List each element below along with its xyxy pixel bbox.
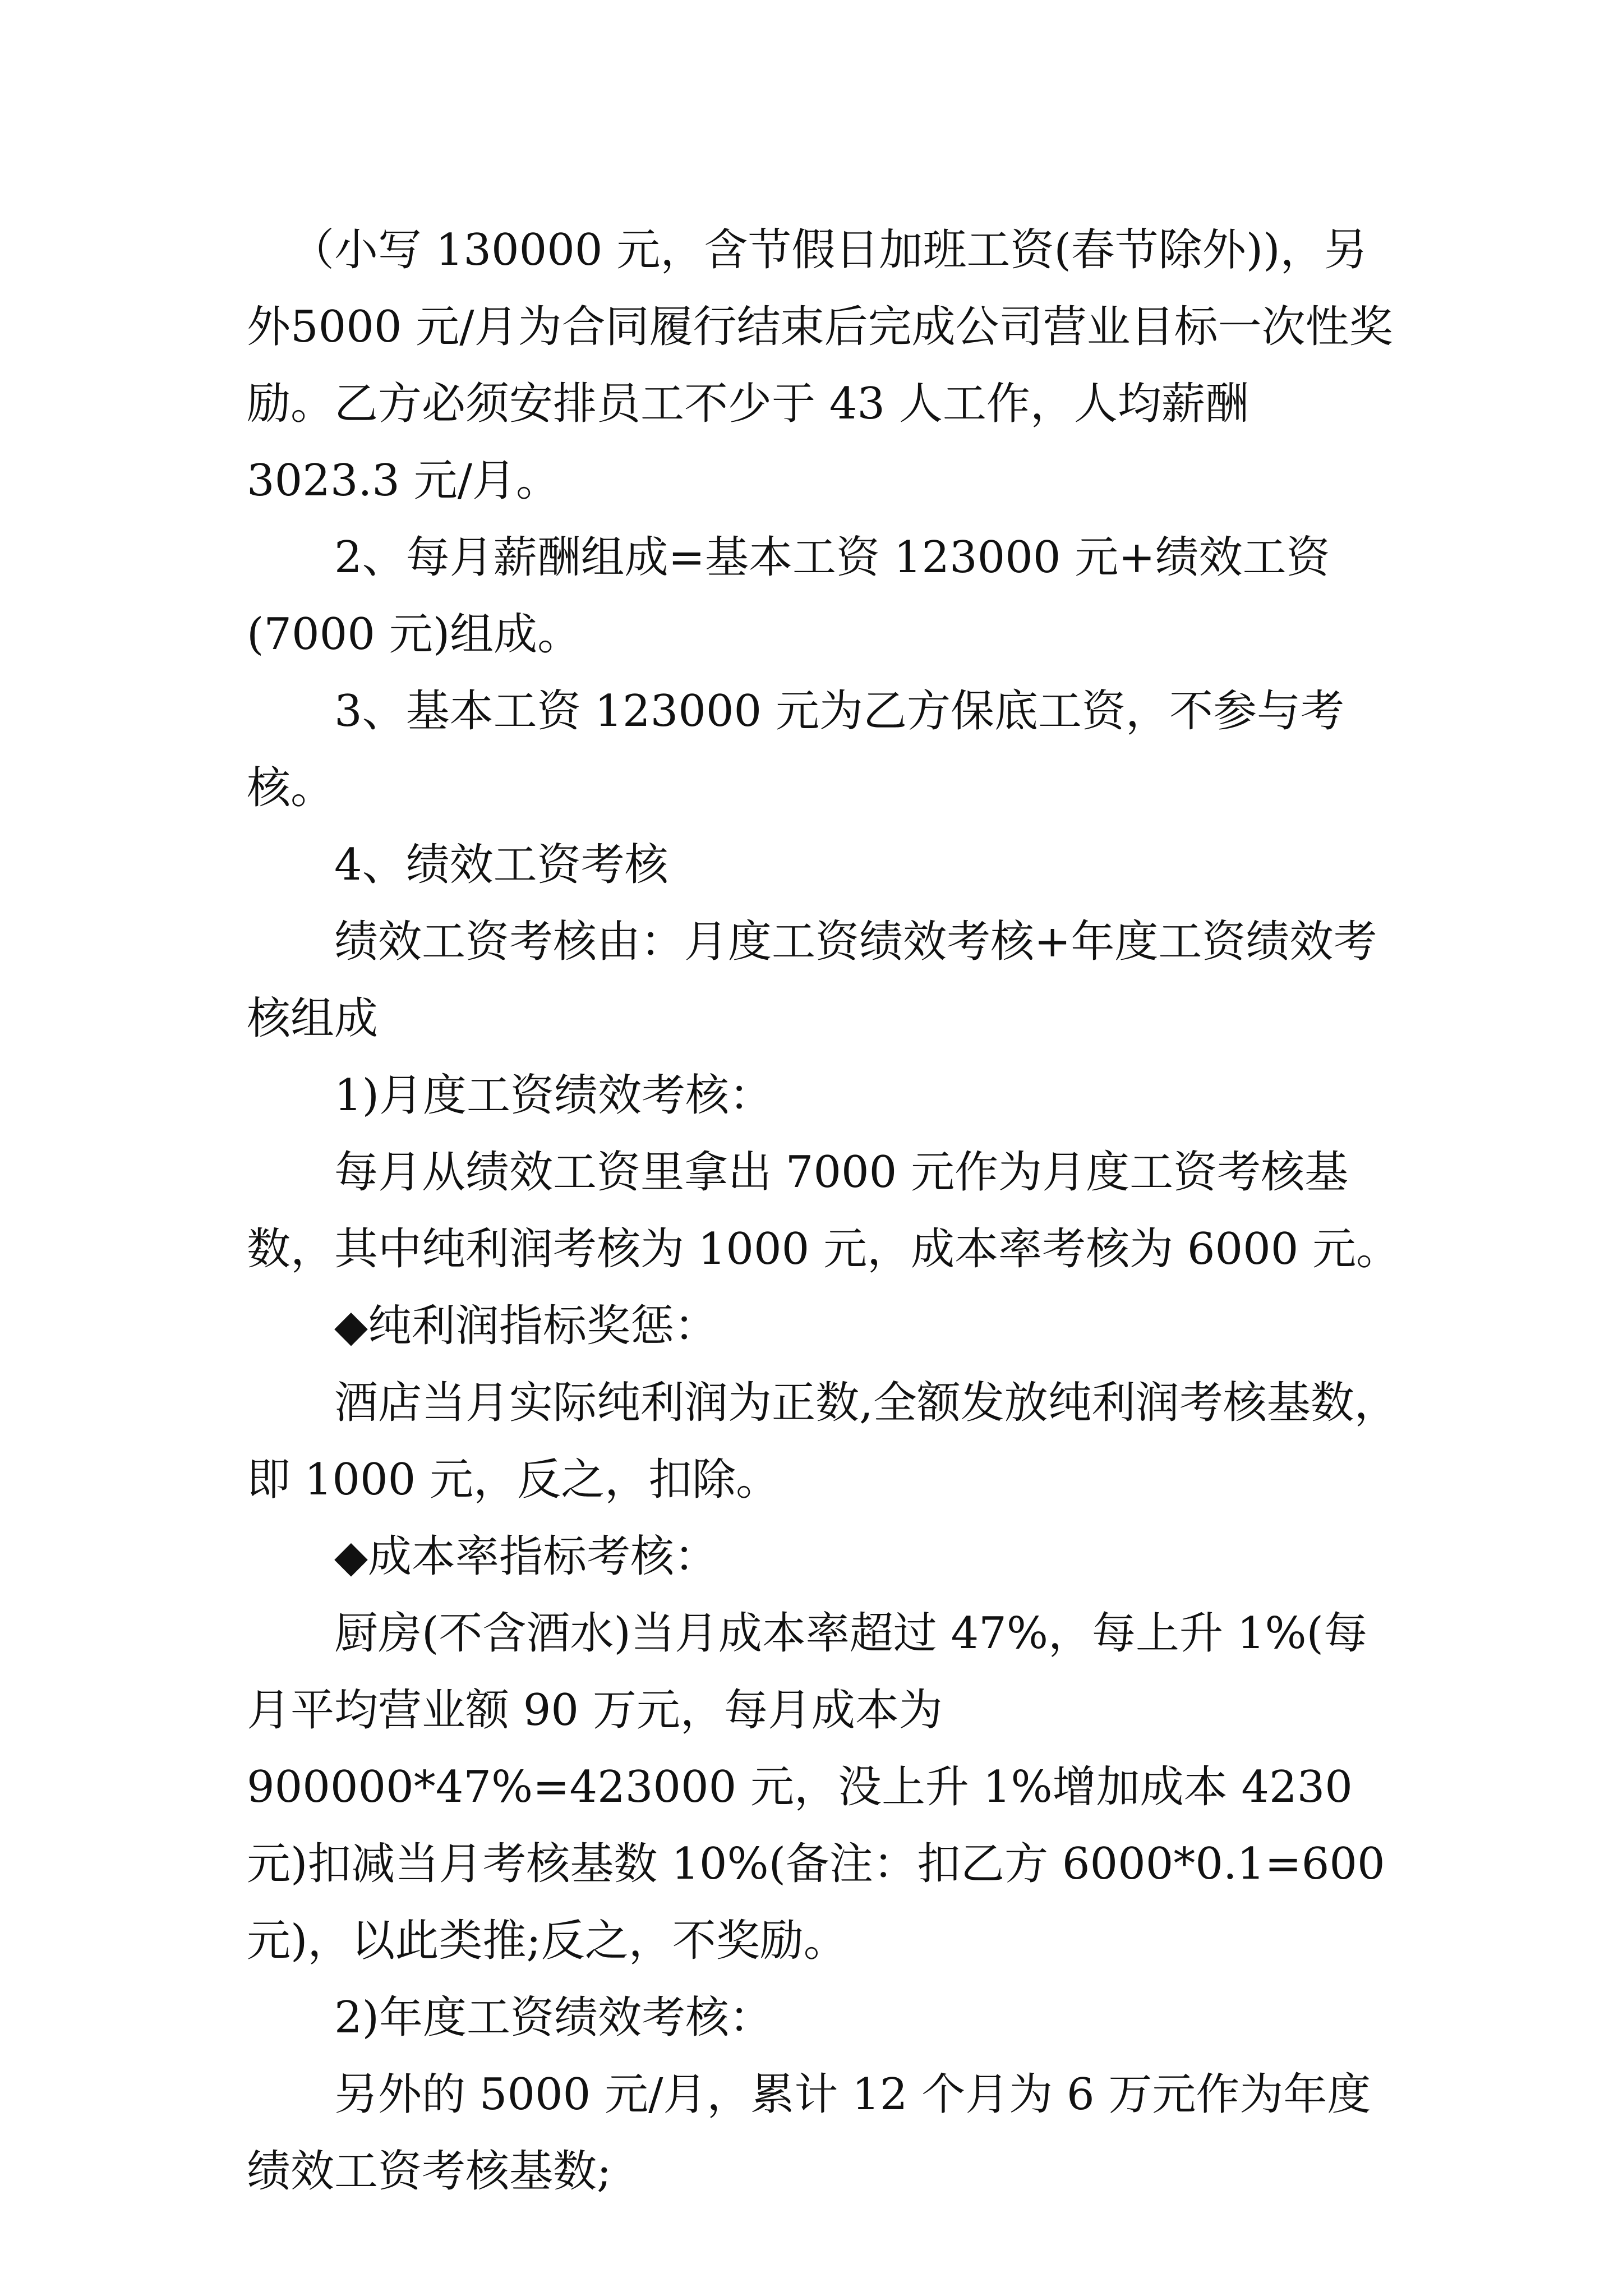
paragraph-salary-total: （小写 130000 元，含节假日加班工资(春节除外))，另外5000 元/月为合同履行结束后完成公司营业目标一次性奖励。乙方必须安排员工不少于 43 人工作，人均薪酬 3023.3 元/月。 <box>247 225 1393 506</box>
paragraph-annual-assessment-heading: 2)年度工资绩效考核： <box>334 1993 773 2043</box>
paragraph-cost-rate-rule: 厨房(不含酒水)当月成本率超过 47%，每上升 1%(每月平均营业额 90 万元，每月成本为 900000*47%=423000 元，没上升 1%增加成本 4230 元)扣减当月考核基数 10%(备注：扣乙方 6000*0.1=600 元)，以此类推;反之，不奖励。 <box>247 1608 1385 1966</box>
paragraph-cost-rate-heading: ◆成本率指标考核： <box>334 1531 718 1582</box>
document-body <box>247 212 1402 2210</box>
paragraph-monthly-salary-composition: 2、每月薪酬组成=基本工资 123000 元+绩效工资(7000 元)组成。 <box>247 532 1330 660</box>
paragraph-monthly-assessment-base: 每月从绩效工资里拿出 7000 元作为月度工资考核基数，其中纯利润考核为 1000 元，成本率考核为 6000 元。 <box>247 1147 1400 1274</box>
paragraph-annual-assessment-base: 另外的 5000 元/月，累计 12 个月为 6 万元作为年度绩效工资考核基数; <box>247 2069 1371 2197</box>
paragraph-net-profit-heading: ◆纯利润指标奖惩： <box>334 1301 718 1351</box>
paragraph-basic-salary: 3、基本工资 123000 元为乙方保底工资，不参与考核。 <box>247 686 1344 813</box>
paragraph-monthly-assessment-heading: 1)月度工资绩效考核： <box>334 1070 773 1121</box>
paragraph-performance-composition: 绩效工资考核由：月度工资绩效考核+年度工资绩效考核组成 <box>247 917 1377 1044</box>
paragraph-net-profit-rule: 酒店当月实际纯利润为正数,全额发放纯利润考核基数，即 1000 元，反之，扣除。 <box>247 1378 1398 1505</box>
paragraph-performance-heading: 4、绩效工资考核 <box>334 840 668 890</box>
